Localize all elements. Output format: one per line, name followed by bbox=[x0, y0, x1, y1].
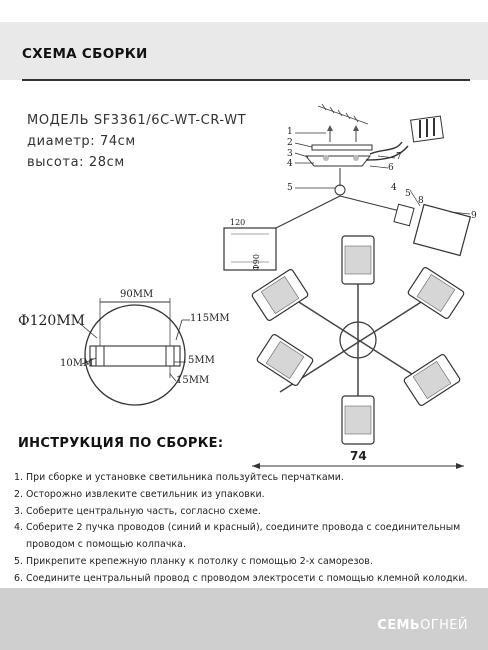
callout-5-top: 5 bbox=[287, 183, 293, 193]
shade-top bbox=[342, 236, 374, 284]
outer-diameter-label: Ф120ММ bbox=[18, 313, 86, 329]
callout-4-right: 4 bbox=[391, 183, 397, 193]
instructions-list bbox=[14, 470, 479, 588]
shade-upper-left bbox=[251, 269, 309, 322]
callout-4-top: 4 bbox=[287, 159, 293, 169]
height-spec: высота: 28см bbox=[27, 155, 125, 170]
instruction-step: 3. Соберите центральную часть, согласно схеме. bbox=[14, 505, 261, 517]
callout-7: 7 bbox=[396, 152, 402, 162]
instruction-step: 4. Соберите 2 пучка проводов (синий и красный), соедините провода с соединительным bbox=[14, 522, 461, 534]
dim-10-label: 10ММ bbox=[60, 358, 94, 369]
callout-5-right: 5 bbox=[405, 189, 411, 199]
shade-120-label: 120 bbox=[230, 218, 246, 227]
shade-lower-left bbox=[256, 334, 314, 387]
instruction-step: 6. Соедините центральный провод с проводом электросети с помощью клемной колодки. bbox=[14, 572, 468, 584]
callout-8: 8 bbox=[418, 196, 424, 206]
ceiling-hatch bbox=[318, 104, 368, 124]
chandelier-top-view bbox=[251, 236, 465, 444]
dim-115-label: 115ММ bbox=[190, 313, 230, 324]
shade-bottom bbox=[342, 396, 374, 444]
callout-2: 2 bbox=[287, 138, 293, 148]
callout-1: 1 bbox=[287, 127, 293, 137]
page-title: СХЕМА СБОРКИ bbox=[22, 46, 148, 62]
instruction-step: 2. Осторожно извлеките светильник из упаковки. bbox=[14, 488, 265, 500]
diameter-spec: диаметр: 74см bbox=[27, 134, 136, 149]
shade-upper-right bbox=[407, 267, 465, 320]
shade-lower-right bbox=[403, 354, 461, 407]
model-spec: МОДЕЛЬ SF3361/6C-WT-CR-WT bbox=[27, 113, 247, 128]
dim-5-label: 5ММ bbox=[188, 355, 215, 366]
shade-90-label: Ф90 bbox=[251, 254, 261, 271]
dim-15-label: 15ММ bbox=[176, 375, 210, 386]
callout-9: 9 bbox=[471, 211, 477, 221]
callout-6: 6 bbox=[388, 163, 394, 173]
instruction-step: 5. Прикрепите крепежную планку к потолку с помощью 2-х саморезов. bbox=[14, 555, 373, 567]
screw-right bbox=[353, 125, 359, 131]
instruction-step-continued: проводом с помощью колпачка. bbox=[26, 539, 186, 551]
screw-left bbox=[327, 125, 333, 131]
width-90-label: 90ММ bbox=[120, 289, 154, 300]
instruction-step: 1. При сборке и установке светильника пользуйтесь перчатками. bbox=[14, 472, 344, 483]
instructions-title: ИНСТРУКЦИЯ ПО СБОРКЕ: bbox=[18, 436, 224, 451]
brand-logo: СЕМЬОГНЕЙ bbox=[377, 618, 468, 633]
callout-3: 3 bbox=[287, 149, 293, 159]
width-74-label: 74 bbox=[350, 449, 367, 463]
